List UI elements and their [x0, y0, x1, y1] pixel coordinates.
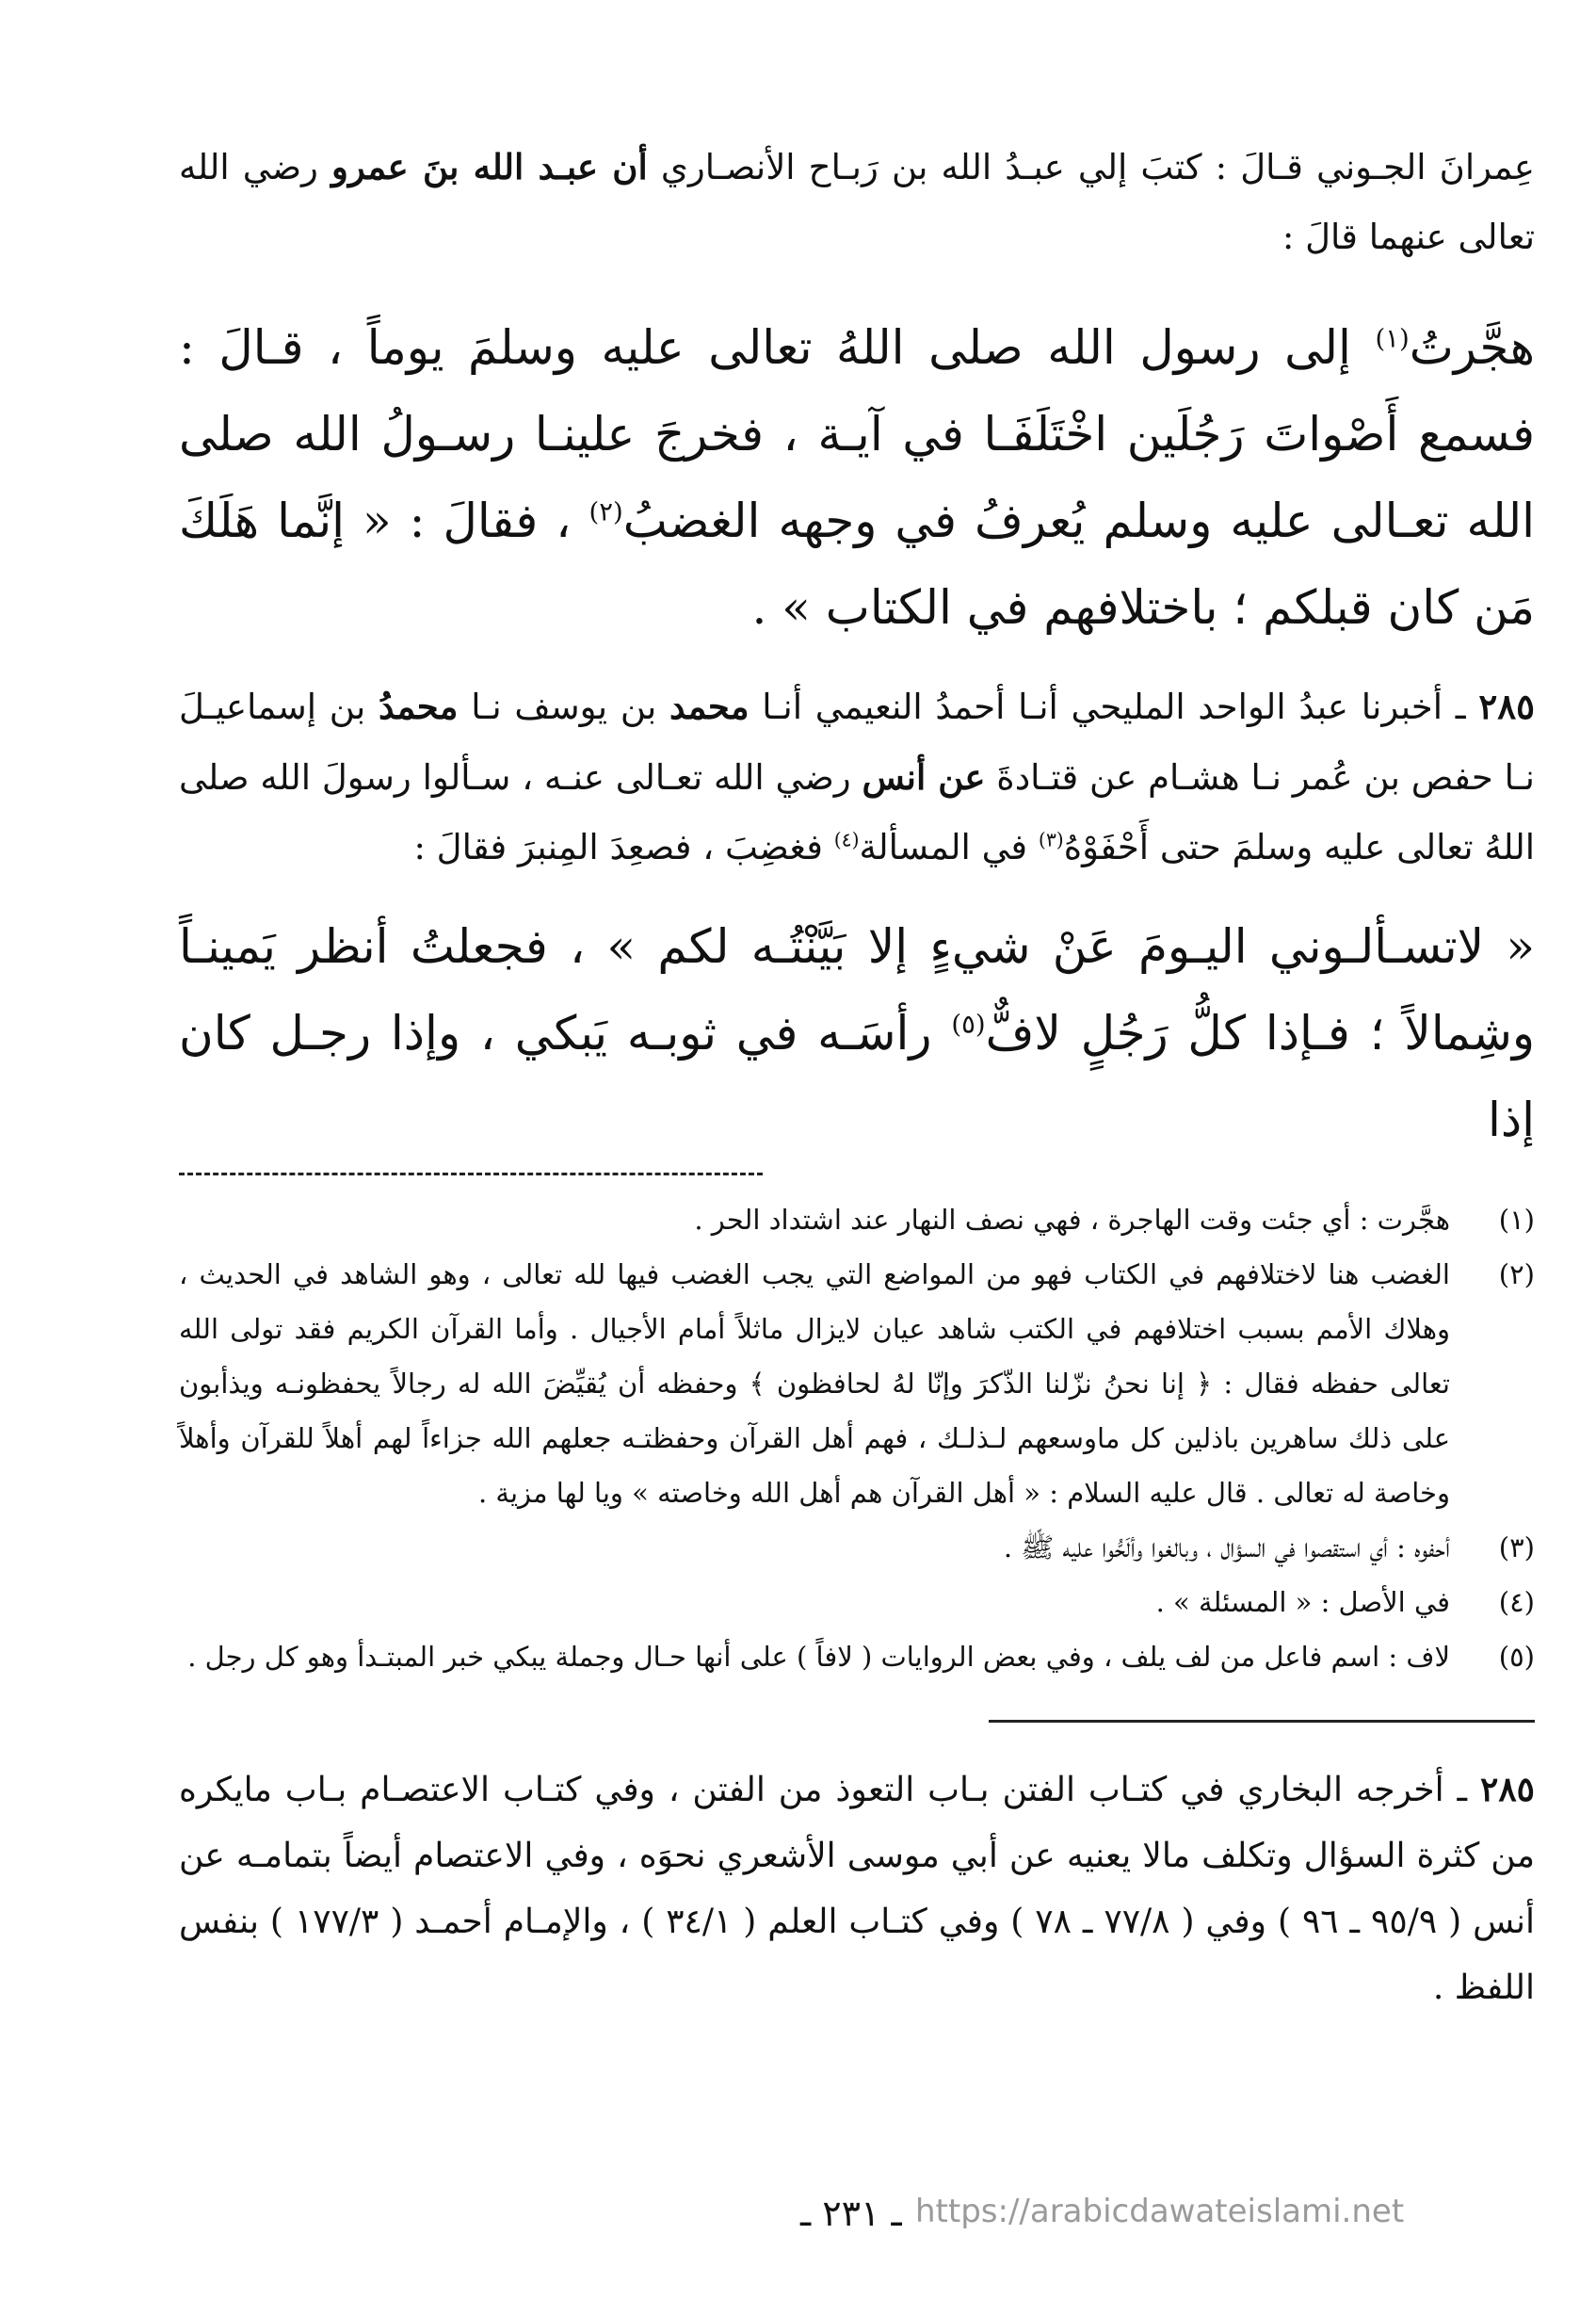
isnad-text: رضي الله تعـالى عنـه ، سـألوا رسولَ الله صلى اللهُ تعالى عليه وسلمَ حتى أَحْفَوْهُ: [179, 757, 1535, 867]
footnote-text: الغضب هنا لاختلافهم في الكتاب فهو من المواضع التي يجب الغضب فيها لله تعالى ، وهو الشاهد في الحديث ، وهلاك الأمم بسبب اختلافهم في الكتب شاهد عيان لايزال ماثلاً أمام الأجيال . وأما القرآن الكريم فقد تولى الله تعالى حفظه فقال : ﴿ إنا نحنُ نزّلنا الذّكرَ وإنّا لهُ لحافظون ﴾ وحفظه أن يُقيِّضَ الله له رجالاً يحفظونـه ويذأبون على ذلك ساهرين باذلين كل ماوسعهم لـذلـك ، فهم أهل القرآن وحفظتـه جعلهم الله جزاءاً لهم أهلاً للقرآن وأهلاً وخاصة له تعالى . قال عليه السلام : « أهل القرآن هم أهل الله وخاصته » ويا لها مزية .: [179, 1258, 1450, 1509]
footnote-text: هجَّرت : أي جئت وقت الهاجرة ، فهي نصف النهار عند اشتداد الحر .: [694, 1204, 1450, 1236]
footnotes-section: [179, 1192, 1535, 1684]
hadith-2-part: « لاتسـألـوني اليـومَ عَنْ شيءٍ إلا بَيَّنْتُـه لكم » ، فجعلتُ أنظر يَمينـاً وشِمالاً ؛ فـإذا كلُّ رَجُلٍ لافٌّ: [179, 919, 1536, 1061]
watermark-url: https://arabicdawateislami.net: [915, 2193, 1405, 2230]
hadith-text-2: [179, 903, 1535, 1163]
hadith-2-part: رأسَـه في ثوبـه يَبكي ، وإذا رجـل كان إذا: [179, 1006, 1535, 1147]
hadith-1-part: ، فقالَ : « إنَّما هَلَكَ مَن كان قبلكم ؛ باختلافهم في الكتاب » .: [179, 494, 1535, 635]
intro-paragraph: [179, 132, 1535, 272]
isnad-text: ـ أخبرنا عبدُ الواحد المليحي أنـا أحمدُ النعيمي أنـا: [749, 687, 1479, 727]
hadith-number: ٢٨٥: [1479, 1770, 1535, 1809]
takhrij-text: ـ أخرجه البخاري في كتـاب الفتن بـاب التعوذ من الفتن ، وفي كتـاب الاعتصـام بـاب مايكره من كثرة السؤال وتكلف مالا يعنيه عن أبي موسى الأشعري نحوَه ، وفي الاعتصام أيضاً بتمامـه عن أنس ( ٩٥/٩ ـ ٩٦ ) وفي ( ٧٧/٨ ـ ٧٨ ) وفي كتـاب العلم ( ٣٤/١ ) ، والإمـام أحمـد ( ١٧٧/٣ ) بنفس اللفظ .: [179, 1771, 1536, 2007]
footnote: [179, 1192, 1535, 1247]
takhrij-285: [179, 1757, 1535, 2021]
hadith-1-part: هجَّرتُ: [1409, 320, 1535, 375]
isnad-text: فغضِبَ ، فصعِدَ المِنبرَ فقالَ :: [413, 827, 834, 867]
hadith-text-1: [179, 304, 1535, 651]
footnote-ref: (٣): [1038, 828, 1064, 851]
footnote: [179, 1520, 1535, 1575]
isnad-bold: محمدُ: [378, 686, 459, 727]
footnote-text: في الأصل : « المسئلة » .: [1155, 1586, 1450, 1618]
footnote-ref: (١): [1375, 323, 1410, 354]
intro-bold-name: أن عبـد الله بنَ عمرو: [331, 146, 648, 187]
footnote-ref: (٥): [951, 1009, 986, 1040]
footnote-number: (١): [1498, 1204, 1535, 1236]
footnote-number: (٣): [1498, 1531, 1535, 1563]
footnote: [179, 1629, 1535, 1684]
footnote: [179, 1247, 1535, 1520]
footnote-number: (٥): [1498, 1641, 1535, 1673]
intro-text-end: رضي الله تعالى عنهما قالَ :: [179, 147, 1535, 257]
isnad-text: بن إسماعيـلَ نـا حفص بن عُمر نـا هشـام عن قتـادةَ: [179, 687, 1535, 798]
intro-text: عِمرانَ الجـوني قـالَ : كتبَ إلي عبـدُ الله بن رَبـاح الأنصـاري: [647, 147, 1535, 187]
isnad-text: في المسألة: [859, 827, 1039, 867]
footnote-divider: [179, 1173, 763, 1175]
footnote-ref: (٤): [833, 828, 860, 851]
footnote-ref: (٢): [588, 496, 623, 527]
page-number: ـ ٢٣١ ـ: [800, 2193, 902, 2234]
isnad-285: [179, 672, 1535, 883]
page-body: [179, 132, 1535, 2055]
footnote-number: (٤): [1498, 1586, 1535, 1618]
footnote-number: (٢): [1498, 1258, 1535, 1290]
isnad-bold: محمد: [669, 686, 750, 727]
footnote: [179, 1575, 1535, 1629]
hadith-1-part: إلى رسول الله صلى اللهُ تعالى عليه وسلمَ يوماً ، قـالَ : فسمع أَصْواتَ رَجُلَين اخْتَلَفَـا في آيـة ، فخرجَ علينـا رسـولُ الله صلى الله تعـالى عليه وسلم يُعرفُ في وجهه الغضبُ: [179, 320, 1535, 548]
footnote-text: لاف : اسم فاعل من لف يلف ، وفي بعض الروايات ( لافاً ) على أنها حـال وجملة يبكي خبر المبتـدأ وهو كل رجل .: [187, 1641, 1450, 1673]
footnote-text: أحفوه : أي استقصوا في السؤال ، وبالغوا وألَحُّوا عليه ﷺ .: [1003, 1531, 1450, 1563]
takhrij-divider: [989, 1720, 1535, 1723]
hadith-number: ٢٨٥: [1478, 686, 1535, 727]
isnad-text: بن يوسف نـا: [458, 687, 670, 727]
isnad-bold: عن أنس: [862, 756, 986, 798]
